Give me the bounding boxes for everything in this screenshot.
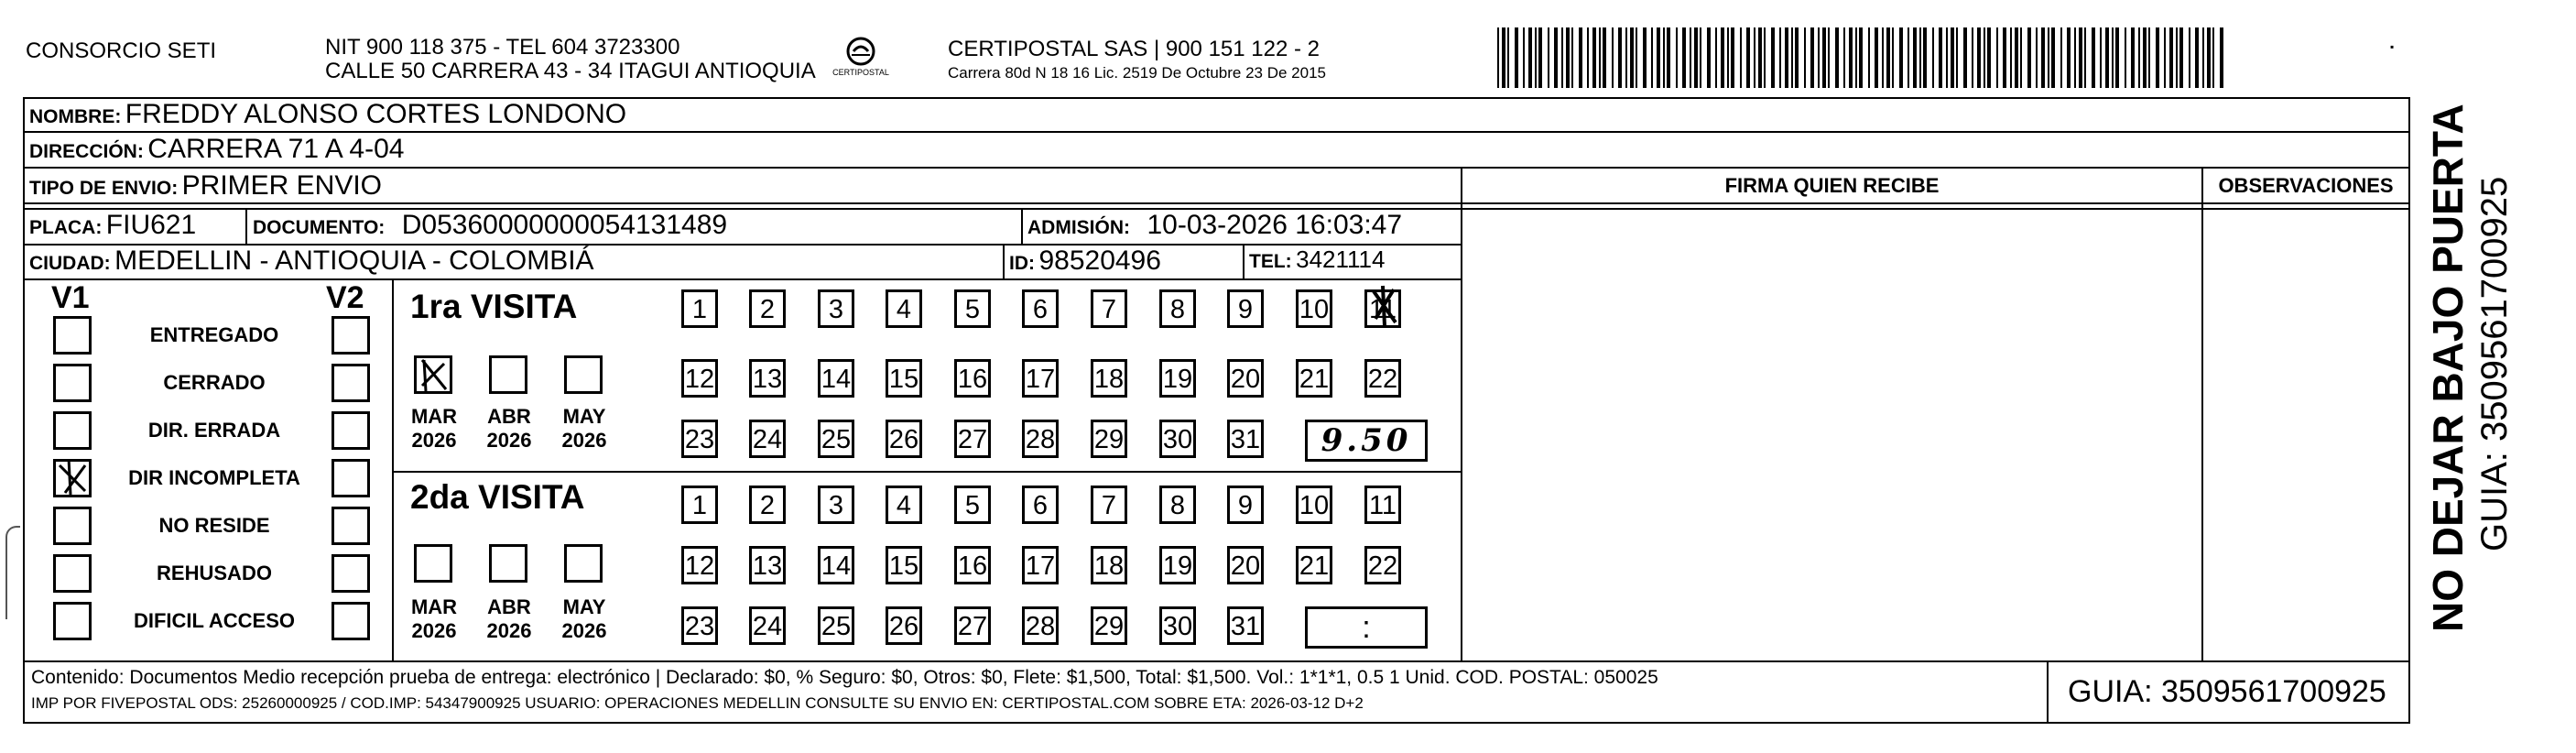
day-box[interactable]: 8 [1159, 486, 1196, 524]
logo-text: CERTIPOSTAL [832, 68, 889, 77]
day-box[interactable]: 27 [954, 420, 991, 458]
scan-margin-mark [5, 526, 20, 619]
day-box[interactable]: 30 [1159, 606, 1196, 645]
day-box[interactable]: 8 [1159, 289, 1196, 328]
day-box[interactable]: 5 [954, 289, 991, 328]
day-box[interactable]: 14 [818, 359, 854, 398]
direccion-label: DIRECCIÓN: [29, 141, 144, 162]
documento-label: DOCUMENTO: [253, 217, 386, 238]
month-checkbox[interactable] [489, 355, 527, 394]
day-box[interactable]: 24 [749, 606, 786, 645]
day-box[interactable]: 22 [1364, 359, 1401, 398]
day-box[interactable]: 16 [954, 546, 991, 584]
courier-line: CERTIPOSTAL SAS | 900 151 122 - 2 [948, 37, 1320, 61]
day-box[interactable]: 13 [749, 359, 786, 398]
ciudad-value: MEDELLIN - ANTIOQUIA - COLOMBIÁ [114, 246, 594, 276]
day-box[interactable]: 16 [954, 359, 991, 398]
month-year: 2026 [486, 429, 532, 452]
observaciones-header: OBSERVACIONES [2218, 174, 2394, 197]
status-label: DIR. ERRADA [147, 419, 281, 442]
day-box[interactable]: 27 [954, 606, 991, 645]
corner-mark: ▪ [2390, 40, 2395, 53]
tel-row [1249, 246, 1385, 274]
ciudad-label: CIUDAD: [29, 253, 111, 274]
month-checkbox[interactable] [564, 544, 603, 583]
day-box[interactable]: 20 [1227, 359, 1264, 398]
v1-header: V1 [51, 280, 90, 315]
day-box[interactable]: 9 [1227, 486, 1264, 524]
v1-checkbox[interactable] [53, 459, 92, 497]
nombre-label: NOMBRE: [29, 106, 122, 127]
status-label: NO RESIDE [158, 514, 270, 537]
month-name: MAY [562, 405, 606, 428]
day-box[interactable]: 9 [1227, 289, 1264, 328]
license-line: Carrera 80d N 18 16 Lic. 2519 De Octubre 23 De 2015 [948, 64, 1326, 82]
admision-label: ADMISIÓN: [1027, 217, 1130, 238]
day-box[interactable]: 19 [1159, 546, 1196, 584]
day-box[interactable]: 12 [681, 546, 718, 584]
id-value: 98520496 [1038, 246, 1161, 276]
day-box[interactable]: 21 [1296, 359, 1332, 398]
month-label [557, 595, 612, 643]
v2-checkbox[interactable] [332, 554, 370, 593]
company-name: CONSORCIO SETI [26, 38, 217, 63]
month-checkbox[interactable] [489, 544, 527, 583]
footer-imp: IMP POR FIVEPOSTAL ODS: 25260000925 / COD.IMP: 54347900925 USUARIO: OPERACIONES MEDELLIN CONSULTE SU ENVIO EN: CERTIPOSTAL.COM SOBRE ETA: 2026-03-12 D+2 [31, 694, 1364, 712]
day-box[interactable]: 28 [1022, 420, 1059, 458]
day-box[interactable]: 15 [886, 359, 922, 398]
id-row [1009, 246, 1161, 277]
footer-contenido: Contenido: Documentos Medio recepción prueba de entrega: electrónico | Declarado: $0, % Seguro: $0, Otros: $0, Flete: $1,500, Total: $1,500. Vol.: 1*1*1, 0.5 1 Unid. COD. POSTAL: 050025 [31, 667, 1658, 688]
tel-value: 3421114 [1296, 246, 1386, 273]
month-year: 2026 [411, 619, 457, 642]
no-dejar-bajo-puerta: NO DEJAR BAJO PUERTA [2424, 104, 2472, 632]
direccion-row [29, 134, 404, 165]
day-box[interactable]: 22 [1364, 546, 1401, 584]
footer-guia: GUIA: 3509561700925 [2068, 674, 2386, 709]
day-box[interactable]: 1 [681, 289, 718, 328]
day-box[interactable]: 23 [681, 606, 718, 645]
day-box[interactable]: 29 [1091, 420, 1127, 458]
day-box[interactable]: 23 [681, 420, 718, 458]
day-box[interactable]: 19 [1159, 359, 1196, 398]
id-label: ID: [1009, 253, 1035, 274]
documento-value: D05360000000054131489 [401, 210, 728, 240]
day-box[interactable]: 10 [1296, 486, 1332, 524]
day-box[interactable]: 11 [1364, 289, 1401, 328]
month-checkbox[interactable] [414, 355, 452, 394]
address-line: CALLE 50 CARRERA 43 - 34 ITAGUI ANTIOQUIA [325, 59, 816, 83]
placa-row [29, 210, 196, 241]
v2-header: V2 [326, 280, 364, 315]
day-box[interactable]: 20 [1227, 546, 1264, 584]
tipo-row [29, 170, 382, 202]
time-box[interactable]: : [1305, 606, 1428, 649]
month-name: ABR [487, 595, 531, 618]
day-box[interactable]: 25 [818, 420, 854, 458]
status-label: REHUSADO [157, 562, 272, 584]
nit-line: NIT 900 118 375 - TEL 604 3723300 [325, 35, 680, 60]
nombre-value: FREDDY ALONSO CORTES LONDONO [125, 99, 627, 129]
status-label: ENTREGADO [149, 323, 279, 346]
ciudad-row [29, 246, 594, 277]
v2-checkbox[interactable] [332, 602, 370, 640]
month-name: MAY [562, 595, 606, 618]
day-box[interactable]: 24 [749, 420, 786, 458]
admision-value: 10-03-2026 16:03:47 [1147, 210, 1403, 240]
month-year: 2026 [486, 619, 532, 642]
month-year: 2026 [411, 429, 457, 452]
month-label [482, 405, 537, 453]
day-box[interactable]: 14 [818, 546, 854, 584]
side-guia: GUIA: 3509561700925 [2474, 176, 2515, 551]
direccion-value: CARRERA 71 A 4-04 [147, 134, 405, 164]
day-box[interactable]: 29 [1091, 606, 1127, 645]
day-box[interactable]: 12 [681, 359, 718, 398]
admision-row [1027, 210, 1402, 241]
day-box[interactable]: 26 [886, 606, 922, 645]
day-box[interactable]: 4 [886, 486, 922, 524]
first-visit-title: 1ra VISITA [410, 288, 578, 325]
month-label [407, 595, 462, 643]
v1-checkbox[interactable] [53, 602, 92, 640]
v1-checkbox[interactable] [53, 411, 92, 450]
tel-label: TEL: [1249, 251, 1292, 272]
time-box[interactable]: 9.50 [1305, 420, 1428, 462]
month-checkbox[interactable] [564, 355, 603, 394]
day-box[interactable]: 2 [749, 486, 786, 524]
day-box[interactable]: 13 [749, 546, 786, 584]
month-label [407, 405, 462, 453]
day-box[interactable]: 28 [1022, 606, 1059, 645]
observations-area[interactable] [2203, 202, 2408, 660]
documento-row [253, 210, 727, 241]
firma-header: FIRMA QUIEN RECIBE [1724, 174, 1940, 197]
month-name: MAR [410, 595, 458, 618]
v1-checkbox[interactable] [53, 316, 92, 355]
month-name: ABR [487, 405, 531, 428]
signature-area[interactable] [1462, 202, 2201, 660]
barcode [1497, 27, 2230, 88]
day-box[interactable]: 4 [886, 289, 922, 328]
day-box[interactable]: 17 [1022, 359, 1059, 398]
day-box[interactable]: 31 [1227, 606, 1264, 645]
nombre-row [29, 99, 626, 130]
day-box[interactable]: 6 [1022, 486, 1059, 524]
month-label [557, 405, 612, 453]
month-year: 2026 [561, 619, 607, 642]
tipo-label: TIPO DE ENVIO: [29, 178, 179, 199]
status-label: DIFICIL ACCESO [133, 609, 295, 632]
day-box[interactable]: 25 [818, 606, 854, 645]
month-name: MAR [410, 405, 458, 428]
day-box[interactable]: 17 [1022, 546, 1059, 584]
day-box[interactable]: 15 [886, 546, 922, 584]
day-box[interactable]: 7 [1091, 289, 1127, 328]
day-box[interactable]: 3 [818, 486, 854, 524]
placa-label: PLACA: [29, 217, 103, 238]
second-visit-title: 2da VISITA [410, 478, 585, 516]
day-box[interactable]: 30 [1159, 420, 1196, 458]
day-box[interactable]: 11 [1364, 486, 1401, 524]
tipo-value: PRIMER ENVIO [181, 170, 383, 201]
status-label: CERRADO [163, 371, 266, 394]
day-box[interactable]: 31 [1227, 420, 1264, 458]
certipostal-logo [831, 33, 890, 86]
day-box[interactable]: 6 [1022, 289, 1059, 328]
status-label: DIR INCOMPLETA [128, 466, 300, 489]
day-box[interactable]: 10 [1296, 289, 1332, 328]
v2-checkbox[interactable] [332, 459, 370, 497]
day-box[interactable]: 26 [886, 420, 922, 458]
day-box[interactable]: 18 [1091, 359, 1127, 398]
v1-checkbox[interactable] [53, 554, 92, 593]
day-box[interactable]: 21 [1296, 546, 1332, 584]
placa-value: FIU621 [105, 210, 197, 240]
month-label [482, 595, 537, 643]
v2-checkbox[interactable] [332, 411, 370, 450]
v2-checkbox[interactable] [332, 316, 370, 355]
day-box[interactable]: 7 [1091, 486, 1127, 524]
v2-checkbox[interactable] [332, 507, 370, 545]
day-box[interactable]: 5 [954, 486, 991, 524]
v2-checkbox[interactable] [332, 364, 370, 402]
month-year: 2026 [561, 429, 607, 452]
v1-checkbox[interactable] [53, 364, 92, 402]
v1-checkbox[interactable] [53, 507, 92, 545]
month-checkbox[interactable] [414, 544, 452, 583]
day-box[interactable]: 18 [1091, 546, 1127, 584]
day-box[interactable]: 3 [818, 289, 854, 328]
day-box[interactable]: 2 [749, 289, 786, 328]
day-box[interactable]: 1 [681, 486, 718, 524]
